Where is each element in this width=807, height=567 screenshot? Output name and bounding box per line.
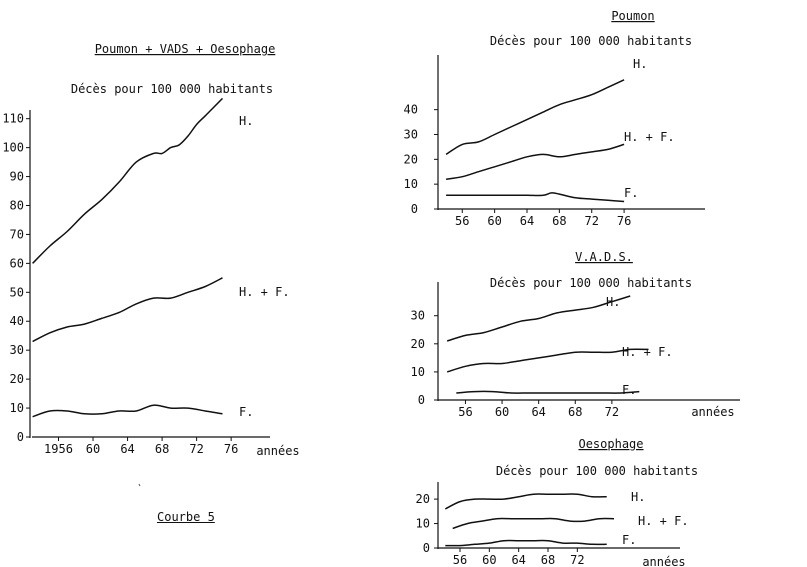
chart-vads [411, 250, 740, 419]
y-tick-label: 40 [9, 314, 24, 329]
y-tick-label: 20 [9, 372, 24, 387]
series-label-h: H. [239, 114, 254, 128]
y-tick-label: 10 [403, 177, 418, 192]
y-tick-label: 20 [410, 336, 425, 351]
y-tick-label: 10 [415, 516, 430, 531]
y-tick-label: 10 [9, 401, 24, 416]
print-speck [139, 484, 140, 486]
series-label-f: F. [622, 533, 637, 547]
y-tick-label: 0 [410, 202, 418, 216]
series-line-f [456, 391, 639, 393]
series-line-h-f [453, 519, 614, 529]
x-tick-label: 76 [616, 214, 632, 228]
series-line-f [446, 193, 624, 202]
series-label-h-f: H. + F. [638, 514, 689, 528]
series-label-h-f: H. + F. [239, 285, 290, 299]
chart-title: V.A.D.S. [575, 250, 633, 264]
series-label-f: F. [622, 383, 637, 397]
x-tick-label: 64 [531, 405, 546, 419]
chart-subtitle: Décès pour 100 000 habitants [70, 82, 274, 96]
series-label-h: H. [633, 57, 648, 71]
series-line-h [33, 98, 223, 263]
chart-subtitle: Décès pour 100 000 habitants [489, 276, 693, 290]
chart-oesophage [416, 437, 699, 567]
x-tick-label: 56 [452, 553, 468, 567]
series-line-h-f [446, 144, 624, 179]
y-tick-label: 20 [403, 152, 418, 167]
x-tick-label: 72 [604, 405, 620, 419]
series-label-f: F. [239, 405, 254, 419]
series-label-h: H. [606, 295, 621, 309]
y-tick-label: 0 [16, 430, 24, 444]
x-tick-label: 1956 [44, 442, 73, 456]
x-tick-label: 72 [570, 553, 585, 567]
x-tick-label: 60 [487, 214, 502, 228]
chart-title: Poumon [611, 9, 655, 23]
series-label-h-f: H. + F. [624, 130, 675, 144]
y-tick-label: 30 [410, 308, 425, 323]
x-tick-label: 64 [519, 214, 535, 228]
y-tick-label: 90 [9, 169, 24, 184]
y-tick-label: 40 [403, 102, 418, 117]
y-tick-label: 50 [9, 285, 24, 300]
chart-poumon [404, 9, 705, 228]
x-tick-label: 56 [458, 405, 473, 419]
x-axis-label: années [642, 555, 686, 567]
y-tick-label: 60 [9, 256, 24, 271]
series-line-h [447, 296, 630, 341]
chart-subtitle: Décès pour 100 000 habitants [495, 464, 699, 478]
x-axis-label: années [256, 444, 300, 458]
chart-title: Poumon + VADS + Oesophage [94, 42, 276, 56]
y-tick-label: 100 [2, 140, 24, 155]
x-tick-label: 56 [455, 214, 470, 228]
chart-total [2, 42, 299, 458]
y-tick-label: 0 [422, 541, 430, 555]
y-tick-label: 30 [403, 127, 418, 142]
x-tick-label: 60 [85, 442, 101, 456]
y-tick-label: 30 [9, 343, 24, 358]
y-tick-label: 20 [415, 492, 430, 507]
x-tick-label: 68 [154, 442, 170, 456]
series-label-h-f: H. + F. [622, 345, 673, 359]
y-tick-label: 70 [9, 227, 24, 242]
x-tick-label: 72 [189, 442, 204, 456]
x-tick-label: 68 [552, 214, 567, 228]
x-tick-label: 60 [494, 405, 510, 419]
figure-caption: Courbe 5 [157, 510, 215, 524]
y-tick-label: 110 [2, 111, 24, 126]
series-line-h [446, 80, 624, 155]
x-tick-label: 68 [568, 405, 583, 419]
y-tick-label: 10 [410, 364, 425, 379]
x-tick-label: 64 [120, 442, 135, 456]
series-line-h [445, 494, 606, 509]
x-tick-label: 72 [584, 214, 599, 228]
chart-title: Oesophage [578, 437, 644, 451]
series-line-h-f [33, 278, 223, 342]
series-line-f [445, 541, 606, 546]
y-tick-label: 80 [9, 198, 24, 213]
series-line-f [33, 405, 223, 417]
y-tick-label: 0 [417, 393, 425, 407]
x-axis-label: années [691, 405, 735, 419]
chart-subtitle: Décès pour 100 000 habitants [489, 34, 693, 48]
x-tick-label: 60 [482, 553, 497, 567]
x-tick-label: 68 [540, 553, 556, 567]
series-line-h-f [447, 349, 648, 372]
x-tick-label: 64 [511, 553, 526, 567]
series-label-f: F. [624, 186, 639, 200]
x-tick-label: 76 [223, 442, 239, 456]
series-label-h: H. [631, 490, 646, 504]
